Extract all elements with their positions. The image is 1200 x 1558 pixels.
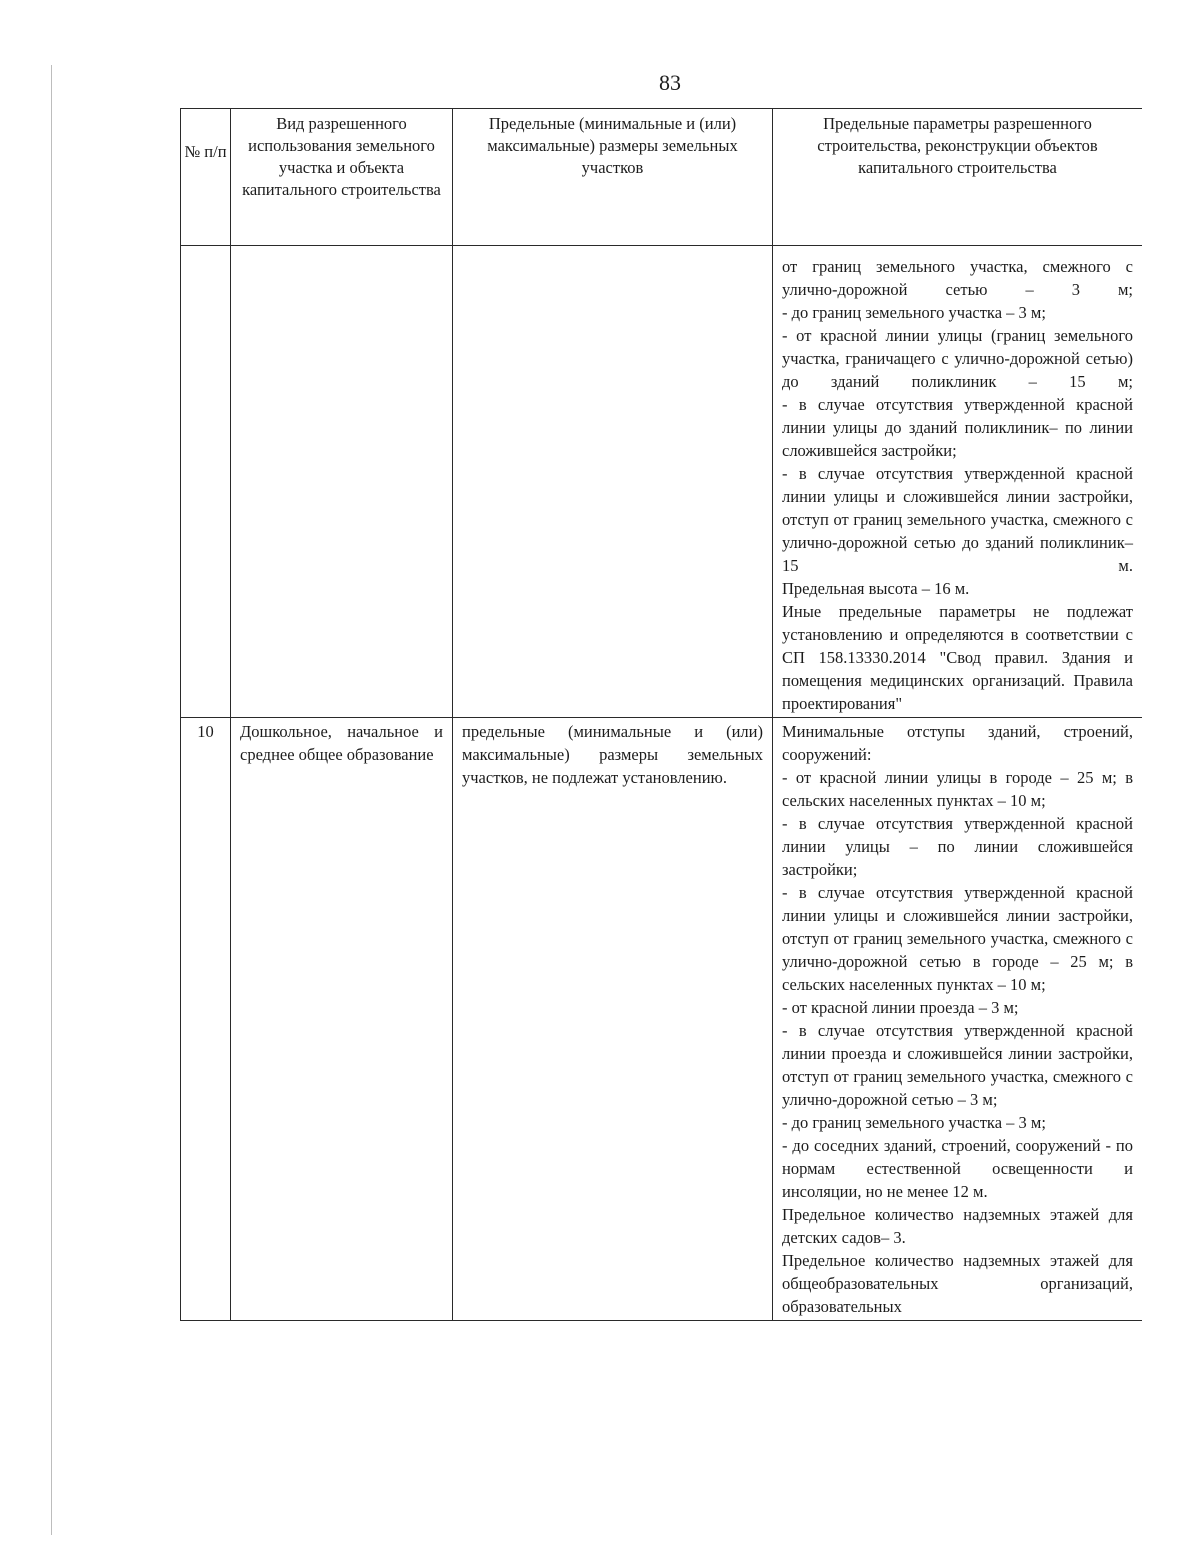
parameter-line: - в случае отсутствия утвержденной красной линии проезда и сложившейся линии застройки, отступ от границ земельного участка, смежного с улично-дорожной сетью – 3 м; (782, 1021, 1133, 1109)
parameter-line: - в случае отсутствия утвержденной красной линии улицы и сложившейся линии застройки, отступ от границ земельного участка, смежного с улично-дорожной сетью до зданий поликлиник– 15 м. (782, 464, 1133, 575)
parameter-line: - от красной линии улицы (границ земельного участка, граничащего с улично-дорожной сетью) до зданий поликлиник – 15 м; (782, 326, 1133, 391)
parameter-line: - до границ земельного участка – 3 м; (782, 303, 1046, 322)
plot-sizes-cell (453, 246, 773, 718)
parameter-line: - в случае отсутствия утвержденной красной линии улицы и сложившейся линии застройки, отступ от границ земельного участка, смежного с улично-дорожной сетью в городе – 25 м; в сельских населенных пунктах – 10 м; (782, 883, 1133, 994)
parameter-line: - до соседних зданий, строений, сооружений - по нормам естественной освещенности и инсоляции, но не менее 12 м. (782, 1136, 1133, 1201)
header-permitted-use: Вид разрешенного использования земельного участка и объекта капитального строительства (231, 109, 453, 246)
regulations-table (180, 108, 1142, 1321)
regulations-table-container (180, 108, 1142, 1558)
parameter-line: - от красной линии улицы в городе – 25 м; в сельских населенных пунктах – 10 м; (782, 768, 1133, 810)
row-number-cell: 10 (181, 718, 231, 1321)
table-row-continued (181, 246, 1143, 718)
row-number-cell (181, 246, 231, 718)
parameter-line: Иные предельные параметры не подлежат установлению и определяются в соответствии с СП 158.13330.2014 "Свод правил. Здания и помещения медицинских организаций. Правила проектирования" (782, 602, 1133, 713)
parameter-line: - в случае отсутствия утвержденной красной линии улицы – по линии сложившейся застройки; (782, 814, 1133, 879)
scan-edge-line (51, 65, 52, 1535)
construction-parameters-cell (773, 718, 1143, 1321)
parameter-line: - в случае отсутствия утвержденной красной линии улицы до зданий поликлиник– по линии сложившейся застройки; (782, 395, 1133, 460)
table-row-10 (181, 718, 1143, 1321)
header-plot-sizes: Предельные (минимальные и (или) максимальные) размеры земельных участков (453, 109, 773, 246)
plot-sizes-cell: предельные (минимальные и (или) максимальные) размеры земельных участков, не подлежат установлению. (453, 718, 773, 1321)
header-number: № п/п (181, 109, 231, 246)
parameter-line: Предельное количество надземных этажей для общеобразовательных организаций, образовательных (782, 1251, 1133, 1316)
table-header-row (181, 109, 1143, 246)
permitted-use-cell: Дошкольное, начальное и среднее общее образование (231, 718, 453, 1321)
header-construction-parameters: Предельные параметры разрешенного строительства, реконструкции объектов капитального строительства (773, 109, 1143, 246)
page-number: 83 (659, 70, 681, 95)
parameter-line: - от красной линии проезда – 3 м; (782, 998, 1019, 1017)
parameter-line: Предельное количество надземных этажей для детских садов– 3. (782, 1205, 1133, 1247)
permitted-use-cell (231, 246, 453, 718)
parameter-line: Минимальные отступы зданий, строений, сооружений: (782, 722, 1133, 764)
parameter-line: Предельная высота – 16 м. (782, 579, 970, 598)
parameter-line: от границ земельного участка, смежного с улично-дорожной сетью – 3 м; (782, 257, 1133, 299)
construction-parameters-cell (773, 246, 1143, 718)
parameter-line: - до границ земельного участка – 3 м; (782, 1113, 1046, 1132)
